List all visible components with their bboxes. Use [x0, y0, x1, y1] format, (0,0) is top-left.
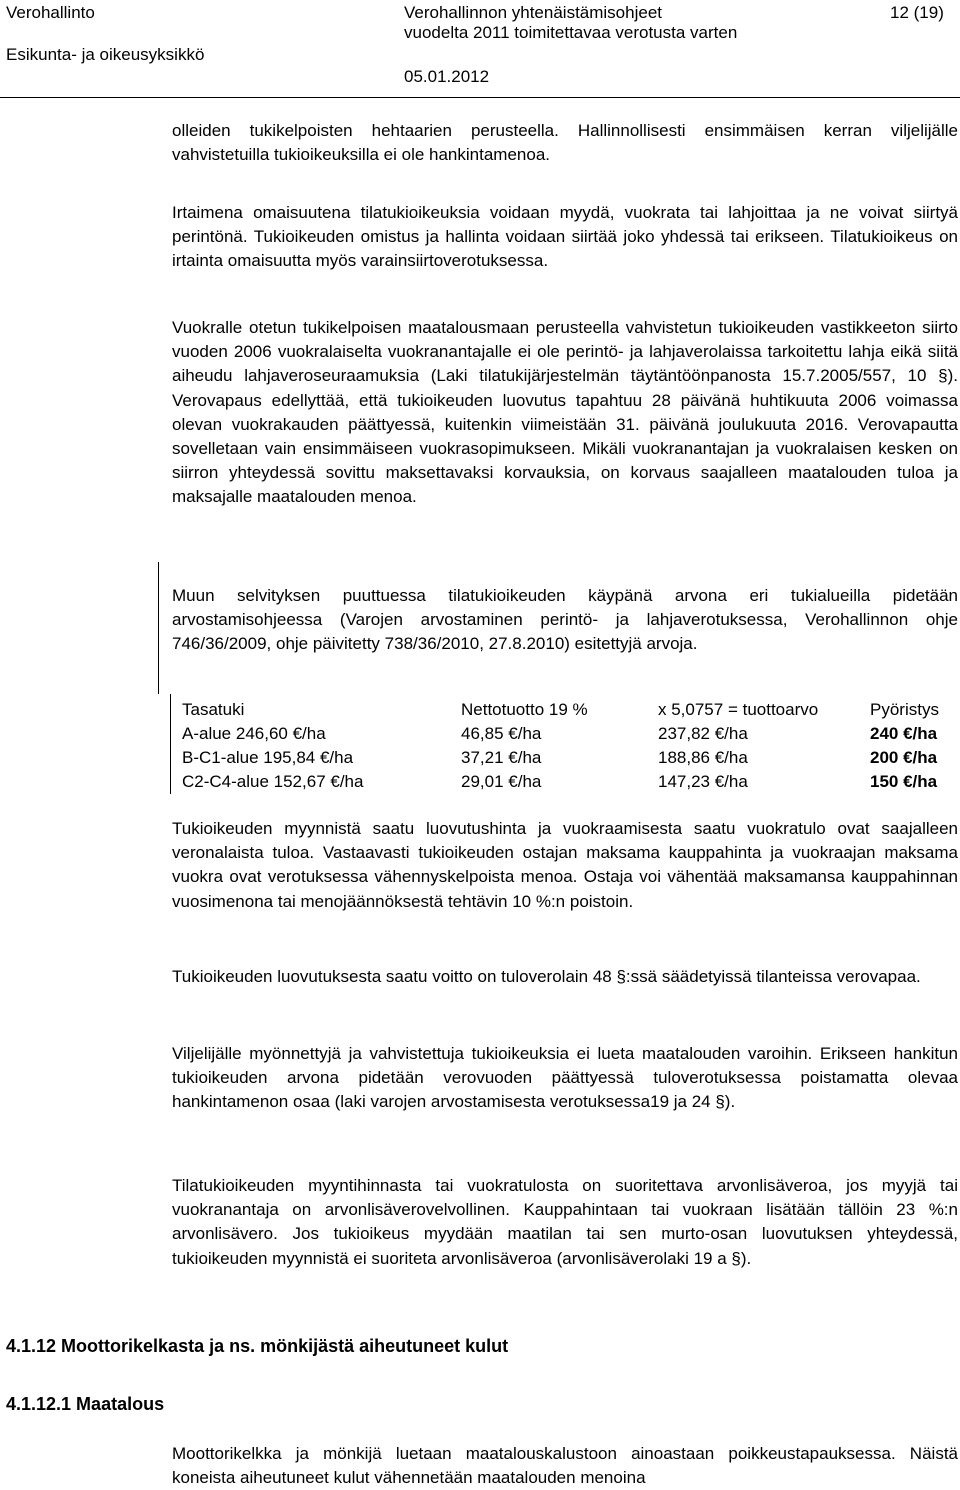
table-cell: 188,86 €/ha [658, 748, 748, 767]
table-cell: 147,23 €/ha [658, 772, 748, 791]
table-cell: 150 €/ha [870, 772, 938, 791]
page-number: 12 (19) [890, 3, 944, 22]
table-cell: 200 €/ha [870, 748, 938, 767]
paragraph: Moottorikelkka ja mönkijä luetaan maatalouskalustoon ainoastaan poikkeustapauksessa. Näistä koneista aiheutuneet kulut vähennetään maatalouden menoina [172, 1444, 958, 1488]
unit-name: Esikunta- ja oikeusyksikkö [6, 45, 205, 64]
paragraph: Tilatukioikeuden myyntihinnasta tai vuokratulosta on suoritettava arvonlisäveroa, jos myyjä tai vuokranantaja on arvonlisäverovelvollinen. Kauppahintaan tai vuokraan lisätään tällöin 23 %:n arvonlisävero. Jos tukioikeus myydään maatilan tai sen murto-osan luovutuksen yhteydessä, tukioikeuden myynnistä ei suoriteta arvonlisäveroa (arvonlisäverolaki 19 a §). [172, 1176, 958, 1268]
table-header-cell: x 5,0757 = tuottoarvo [658, 700, 819, 719]
document-date: 05.01.2012 [404, 67, 490, 86]
organization-name: Verohallinto [6, 3, 95, 22]
table-cell: 240 €/ha [870, 724, 938, 743]
paragraph: Irtaimena omaisuutena tilatukioikeuksia voidaan myydä, vuokrata tai lahjoittaa ja ne voivat siirtyä perintönä. Tukioikeuden omistus ja hallinta voidaan siirtää joko yhdessä tai erikseen. Tilatukioikeus on irtainta omaisuutta myös varainsiirtoverotuksessa. [172, 203, 958, 271]
section-heading: 4.1.12 Moottorikelkasta ja ns. mönkijästä aiheutuneet kulut [6, 1336, 509, 1356]
table-cell: 37,21 €/ha [461, 748, 542, 767]
table-cell: B-C1-alue 195,84 €/ha [182, 748, 354, 767]
table-cell: C2-C4-alue 152,67 €/ha [182, 772, 364, 791]
paragraph: Vuokralle otetun tukikelpoisen maatalousmaan perusteella vahvistetun tukioikeuden vastikkeeton siirto vuoden 2006 vuokralaiselta vuokranantajalle ei ole perintö- ja lahjaverolaissa tarkoitettu lahja eikä siitä aiheudu lahjaveroseuraamuksia (Laki tilatukijärjestelmän täytäntöönpanosta 15.7.2005/557, 10 §). Verovapaus edellyttää, että tukioikeuden luovutus tapahtuu 28 päivänä huhtikuuta 2006 voimassa olevan vuokrakauden päättyessä, kuitenkin viimeistään 31. päivänä joulukuuta 2016. Verovapautta sovelletaan vain ensimmäiseen vuokrasopimukseen. Mikäli vuokranantajan ja vuokralaisen kesken on siirron yhteydessä sovittu maksettavaksi korvauksia, on korvaus saajalleen maatalouden tuloa ja maksajalle maatalouden menoa. [172, 318, 958, 507]
table-row [182, 770, 960, 794]
value-table [182, 698, 960, 794]
document-subtitle: vuodelta 2011 toimitettavaa verotusta varten [404, 23, 738, 42]
table-cell: 237,82 €/ha [658, 724, 748, 743]
header-divider [0, 97, 960, 98]
change-bar [170, 694, 171, 794]
table-cell: 29,01 €/ha [461, 772, 542, 791]
table-cell: 46,85 €/ha [461, 724, 542, 743]
paragraph: olleiden tukikelpoisten hehtaarien perusteella. Hallinnollisesti ensimmäisen kerran viljelijälle vahvistetuilla tukioikeuksilla ei ole hankintamenoa. [172, 121, 958, 165]
table-header-cell: Tasatuki [182, 700, 245, 719]
table-header-row [182, 698, 960, 722]
table-header-cell: Nettotuotto 19 % [461, 700, 588, 719]
document-title: Verohallinnon yhtenäistämisohjeet [404, 3, 663, 22]
table-cell: A-alue 246,60 €/ha [182, 724, 326, 743]
page-header [0, 0, 960, 90]
table-header-cell: Pyöristys [870, 700, 939, 719]
paragraph: Muun selvityksen puuttuessa tilatukioikeuden käypänä arvona eri tukialueilla pidetään arvostamisohjeessa (Varojen arvostaminen perintö- ja lahjaverotuksessa, Verohallinnon ohje 746/36/2009, ohje päivitetty 738/36/2010, 27.8.2010) esitettyjä arvoja. [172, 586, 958, 654]
paragraph: Tukioikeuden myynnistä saatu luovutushinta ja vuokraamisesta saatu vuokratulo ovat saajalleen veronalaista tuloa. Vastaavasti tukioikeuden ostajan maksama kauppahinta ja vuokraajan maksama vuokra ovat verotuksessa vähennyskelpoista menoa. Ostaja voi vähentää maksamansa kauppahinnan vuosimenona tai menojäännöksestä tehtävin 10 %:n poistoin. [172, 819, 958, 911]
paragraph: Viljelijälle myönnettyjä ja vahvistettuja tukioikeuksia ei lueta maatalouden varoihin. Erikseen hankitun tukioikeuden arvona pidetään verovuoden päättyessä tuloverotuksessa poistamatta olevaa hankintamenon osaa (laki varojen arvostamisesta verotuksessa19 ja 24 §). [172, 1044, 958, 1112]
table-row [182, 746, 960, 770]
subsection-heading: 4.1.12.1 Maatalous [6, 1394, 165, 1414]
table-row [182, 722, 960, 746]
paragraph: Tukioikeuden luovutuksesta saatu voitto on tuloverolain 48 §:ssä säädetyissä tilanteissa verovapaa. [172, 967, 921, 986]
change-bar [158, 562, 159, 694]
